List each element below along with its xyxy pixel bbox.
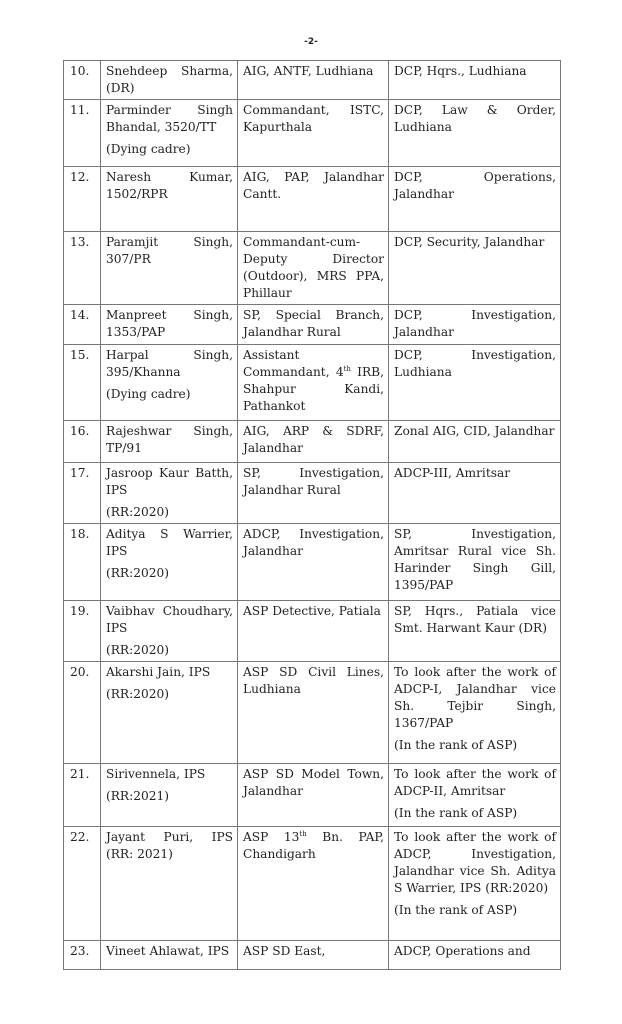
- serial-number: 23.: [70, 944, 90, 958]
- present-posting: ASP SD Civil Lines, Ludhiana: [243, 665, 384, 696]
- new-posting: DCP, Hqrs., Ludhiana: [394, 64, 527, 78]
- officer-note: (RR:2020): [106, 687, 169, 701]
- serial-number: 13.: [70, 235, 90, 249]
- table-row: [64, 463, 561, 524]
- new-posting: ADCP-III, Amritsar: [394, 466, 511, 480]
- new-posting-note: (In the rank of ASP): [394, 903, 518, 917]
- present-posting-text: Bn. PAP, Chandigarh: [243, 830, 384, 861]
- new-posting-cell: [389, 463, 561, 524]
- present-posting: Commandant, ISTC, Kapurthala: [243, 103, 384, 134]
- new-posting-cell: [389, 167, 561, 232]
- table-row: [64, 421, 561, 463]
- new-posting: SP, Investigation, Amritsar Rural vice Sh. Harinder Singh Gill, 1395/PAP: [394, 527, 556, 592]
- officer-cell: [101, 463, 238, 524]
- new-posting-note: (In the rank of ASP): [394, 806, 518, 820]
- serial-number: 19.: [70, 604, 90, 618]
- serial-number-cell: [64, 345, 101, 421]
- officer-name: Aditya S Warrier, IPS: [106, 527, 233, 558]
- present-posting: SP, Special Branch, Jalandhar Rural: [243, 308, 384, 339]
- serial-number: 21.: [70, 767, 90, 781]
- present-posting: ASP Detective, Patiala: [243, 604, 381, 618]
- present-posting-text: ASP 13: [243, 830, 300, 844]
- officer-cell: [101, 524, 238, 601]
- new-posting: To look after the work of ADCP-I, Jalandhar vice Sh. Tejbir Singh, 1367/PAP: [394, 665, 556, 730]
- present-posting: [243, 347, 384, 415]
- officer-cell: [101, 764, 238, 827]
- present-posting: SP, Investigation, Jalandhar Rural: [243, 466, 384, 497]
- new-posting-cell: [389, 305, 561, 345]
- serial-number-cell: [64, 463, 101, 524]
- present-posting-cell: [238, 167, 389, 232]
- serial-number: 20.: [70, 665, 90, 679]
- table-row: [64, 232, 561, 305]
- table-row: [64, 601, 561, 662]
- new-posting: DCP, Investigation, Ludhiana: [394, 348, 556, 379]
- serial-number: 11.: [70, 103, 90, 117]
- serial-number: 12.: [70, 170, 90, 184]
- officer-cell: [101, 421, 238, 463]
- present-posting-cell: [238, 232, 389, 305]
- present-posting-cell: [238, 764, 389, 827]
- table-row: [64, 941, 561, 970]
- serial-number-cell: [64, 662, 101, 764]
- new-posting: DCP, Law & Order, Ludhiana: [394, 103, 556, 134]
- officer-cell: [101, 61, 238, 100]
- officer-name: Akarshi Jain, IPS: [106, 665, 211, 679]
- present-posting-cell: [238, 61, 389, 100]
- officer-cell: [101, 601, 238, 662]
- officer-cell: [101, 941, 238, 970]
- officer-name: Harpal Singh, 395/Khanna: [106, 348, 233, 379]
- table-row: [64, 61, 561, 100]
- serial-number: 17.: [70, 466, 90, 480]
- officer-note: (RR:2021): [106, 789, 169, 803]
- transfer-table: [63, 60, 561, 970]
- present-posting-cell: [238, 421, 389, 463]
- officer-cell: [101, 232, 238, 305]
- new-posting: Zonal AIG, CID, Jalandhar: [394, 424, 555, 438]
- new-posting-cell: [389, 100, 561, 167]
- serial-number: 10.: [70, 64, 90, 78]
- table-row: [64, 305, 561, 345]
- table-row: [64, 764, 561, 827]
- present-posting: [243, 829, 384, 863]
- officer-name: Sirivennela, IPS: [106, 767, 206, 781]
- new-posting-cell: [389, 61, 561, 100]
- serial-number: 14.: [70, 308, 90, 322]
- table-row: [64, 100, 561, 167]
- serial-number-cell: [64, 524, 101, 601]
- present-posting: ASP SD Model Town, Jalandhar: [243, 767, 384, 798]
- present-posting-text: Assistant Commandant, 4: [243, 348, 344, 379]
- officer-cell: [101, 305, 238, 345]
- present-posting: AIG, ARP & SDRF, Jalandhar: [243, 424, 384, 455]
- serial-number: 16.: [70, 424, 90, 438]
- table-row: [64, 167, 561, 232]
- present-posting: ADCP, Investigation, Jalandhar: [243, 527, 384, 558]
- officer-cell: [101, 167, 238, 232]
- officer-note: (RR:2020): [106, 566, 169, 580]
- officer-cell: [101, 100, 238, 167]
- new-posting-cell: [389, 524, 561, 601]
- new-posting: DCP, Investigation, Jalandhar: [394, 308, 556, 339]
- present-posting-cell: [238, 601, 389, 662]
- new-posting: SP, Hqrs., Patiala vice Smt. Harwant Kaur (DR): [394, 604, 556, 635]
- present-posting: Commandant-cum-Deputy Director (Outdoor), MRS PPA, Phillaur: [243, 235, 384, 300]
- new-posting: DCP, Operations, Jalandhar: [394, 170, 556, 201]
- present-posting-cell: [238, 941, 389, 970]
- present-posting-cell: [238, 662, 389, 764]
- serial-number-cell: [64, 100, 101, 167]
- present-posting-text: IRB, Shahpur Kandi, Pathankot: [243, 365, 384, 413]
- page-number: -2-: [304, 37, 318, 47]
- present-posting-cell: [238, 463, 389, 524]
- serial-number-cell: [64, 61, 101, 100]
- serial-number: 15.: [70, 348, 90, 362]
- officer-name: Snehdeep Sharma, (DR): [106, 64, 233, 95]
- new-posting-cell: [389, 941, 561, 970]
- present-posting-cell: [238, 827, 389, 941]
- officer-name: Naresh Kumar, 1502/RPR: [106, 170, 233, 201]
- serial-number: 22.: [70, 830, 90, 844]
- present-posting-cell: [238, 305, 389, 345]
- new-posting-cell: [389, 764, 561, 827]
- new-posting-cell: [389, 421, 561, 463]
- present-posting: AIG, ANTF, Ludhiana: [243, 64, 374, 78]
- serial-number-cell: [64, 827, 101, 941]
- officer-cell: [101, 662, 238, 764]
- new-posting-cell: [389, 345, 561, 421]
- present-posting-cell: [238, 524, 389, 601]
- officer-note: (RR:2020): [106, 505, 169, 519]
- ordinal-suffix: th: [343, 364, 351, 373]
- serial-number-cell: [64, 601, 101, 662]
- new-posting-cell: [389, 232, 561, 305]
- officer-note: (Dying cadre): [106, 142, 191, 156]
- serial-number-cell: [64, 232, 101, 305]
- officer-note: (RR:2020): [106, 643, 169, 657]
- officer-note: (Dying cadre): [106, 387, 191, 401]
- table-row: [64, 662, 561, 764]
- present-posting: AIG, PAP, Jalandhar Cantt.: [243, 170, 384, 201]
- officer-name: Paramjit Singh, 307/PR: [106, 235, 233, 266]
- officer-cell: [101, 345, 238, 421]
- new-posting-cell: [389, 827, 561, 941]
- new-posting-cell: [389, 601, 561, 662]
- present-posting: ASP SD East,: [243, 944, 326, 958]
- serial-number-cell: [64, 764, 101, 827]
- officer-name: Vaibhav Choudhary, IPS: [106, 604, 233, 635]
- table-row: [64, 345, 561, 421]
- new-posting-note: (In the rank of ASP): [394, 738, 518, 752]
- serial-number: 18.: [70, 527, 90, 541]
- new-posting: To look after the work of ADCP, Investigation, Jalandhar vice Sh. Aditya S Warrier, IPS (RR:2020): [394, 830, 556, 895]
- officer-name: Rajeshwar Singh, TP/91: [106, 424, 233, 455]
- officer-name: Jayant Puri, IPS (RR: 2021): [106, 830, 233, 861]
- officer-name: Jasroop Kaur Batth, IPS: [106, 466, 233, 497]
- officer-cell: [101, 827, 238, 941]
- present-posting-cell: [238, 100, 389, 167]
- new-posting-cell: [389, 662, 561, 764]
- new-posting: DCP, Security, Jalandhar: [394, 235, 545, 249]
- serial-number-cell: [64, 941, 101, 970]
- new-posting: To look after the work of ADCP-II, Amritsar: [394, 767, 556, 798]
- serial-number-cell: [64, 421, 101, 463]
- officer-name: Vineet Ahlawat, IPS: [106, 944, 230, 958]
- table-row: [64, 524, 561, 601]
- serial-number-cell: [64, 305, 101, 345]
- serial-number-cell: [64, 167, 101, 232]
- officer-name: Manpreet Singh, 1353/PAP: [106, 308, 233, 339]
- ordinal-suffix: th: [299, 829, 307, 838]
- new-posting: ADCP, Operations and: [394, 944, 531, 958]
- table-row: [64, 827, 561, 941]
- officer-name: Parminder Singh Bhandal, 3520/TT: [106, 103, 233, 134]
- present-posting-cell: [238, 345, 389, 421]
